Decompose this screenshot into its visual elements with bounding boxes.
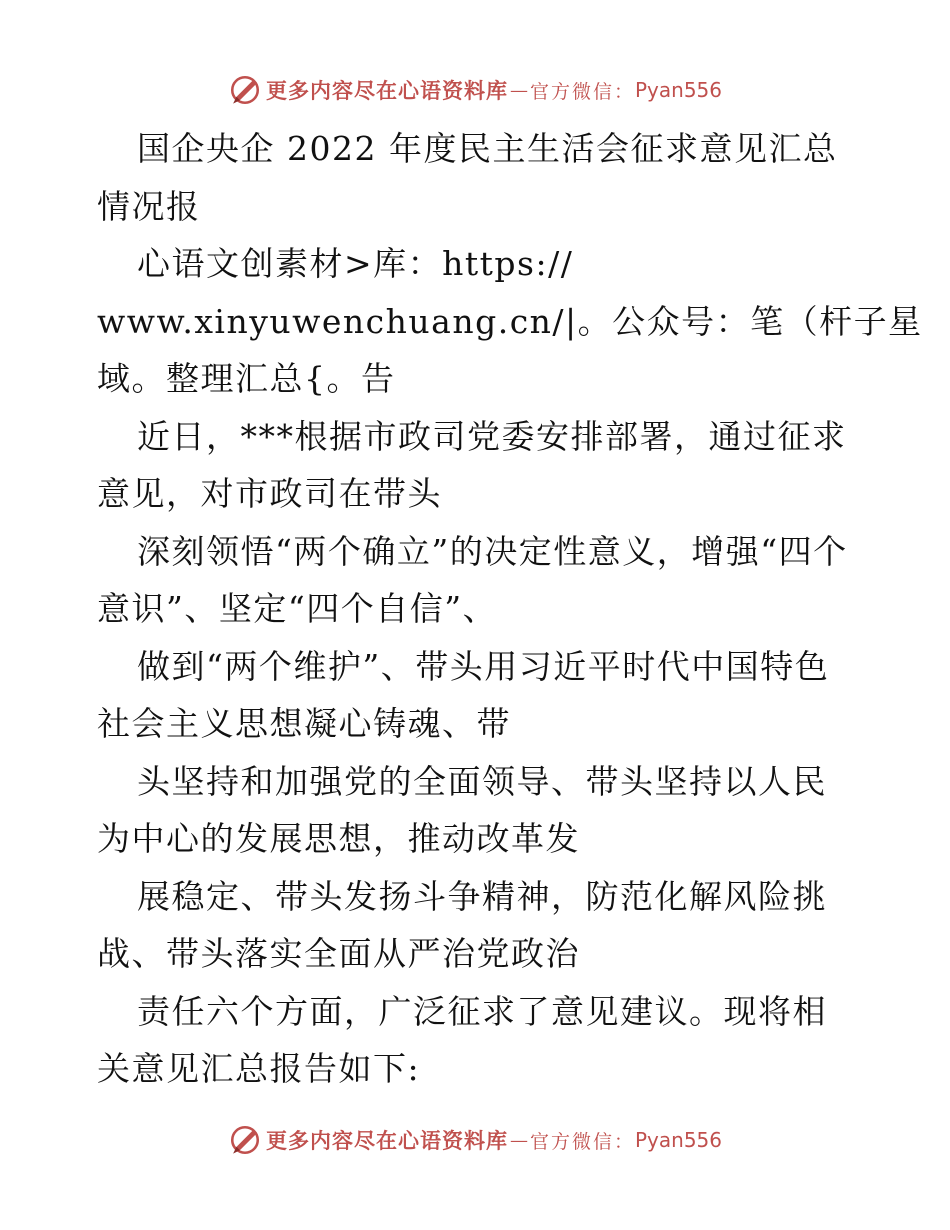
body-paragraph: 展稳定、带头发扬斗争精神，防范化解风险挑战、带头落实全面从严治党政治 bbox=[97, 876, 827, 973]
banner-main-text: 更多内容尽在心语资料库 bbox=[265, 1128, 508, 1153]
source-line-1: 心语文创素材>库：https:// bbox=[137, 244, 574, 283]
body-paragraph: 深刻领悟“两个确立”的决定性意义，增强“四个意识”、坚定“四个自信”、 bbox=[97, 531, 848, 628]
body-paragraph: 做到“两个维护”、带头用习近平时代中国特色社会主义思想凝心铸魂、带 bbox=[97, 646, 830, 743]
header-watermark-banner bbox=[0, 70, 950, 110]
banner-main-text: 更多内容尽在心语资料库 bbox=[265, 78, 508, 103]
document-body bbox=[97, 120, 923, 1098]
footer-watermark-banner bbox=[0, 1120, 950, 1160]
document-title: 国企央企 2022 年度民主生活会征求意见汇总情况报 bbox=[97, 129, 838, 226]
body-paragraph: 近日，***根据市政司党委安排部署，通过征求意见，对市政司在带头 bbox=[97, 416, 847, 513]
banner-wechat-id: Pyan556 bbox=[635, 1128, 723, 1152]
banner-dash: — bbox=[509, 79, 528, 101]
banner-wechat-label: 官方微信： bbox=[529, 1130, 635, 1153]
banner-wechat-label: 官方微信： bbox=[529, 80, 635, 103]
pen-logo-icon bbox=[228, 1123, 262, 1157]
pen-logo-icon bbox=[228, 73, 262, 107]
banner-wechat-id: Pyan556 bbox=[635, 78, 723, 102]
source-line-2: www.xinyuwenchuang.cn/|。公众号：笔（杆子星 bbox=[97, 301, 923, 341]
body-paragraph: 头坚持和加强党的全面领导、带头坚持以人民为中心的发展思想，推动改革发 bbox=[97, 761, 827, 858]
body-paragraph: 责任六个方面，广泛征求了意见建议。现将相关意见汇总报告如下: bbox=[97, 991, 827, 1088]
banner-dash: — bbox=[509, 1129, 528, 1151]
source-line-3: 域。整理汇总{。告 bbox=[97, 359, 396, 398]
